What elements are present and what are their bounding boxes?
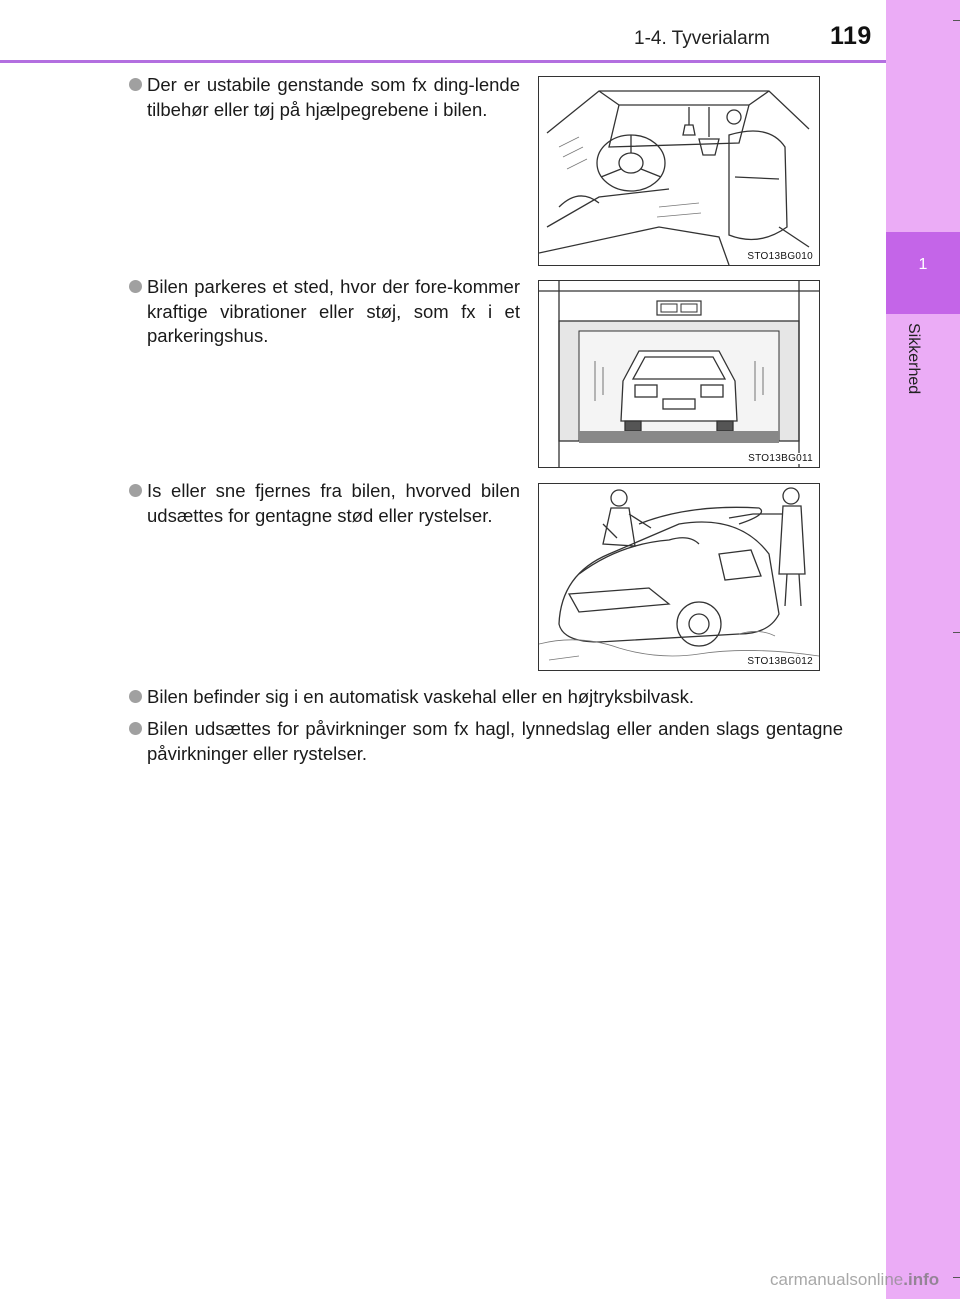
watermark: [770, 1270, 939, 1290]
watermark-prefix: carmanualsonline: [770, 1270, 904, 1289]
bullet-item: [147, 275, 520, 349]
figure-parking-garage: [538, 280, 820, 468]
bullet-icon: [129, 484, 142, 497]
figure-car-interior: [538, 76, 820, 266]
crop-mark: [953, 20, 960, 21]
chapter-number: 1: [918, 256, 928, 273]
section-title: 1-4. Tyverialarm: [634, 28, 770, 49]
figure-caption: STO13BG012: [747, 656, 813, 667]
bullet-text: Bilen befinder sig i en automatisk vaskehal eller en højtryksbilvask.: [147, 686, 695, 707]
car-interior-hanging-items-illustration: [539, 77, 819, 265]
bullet-icon: [129, 690, 142, 703]
chapter-sidebar: [886, 0, 960, 1299]
bullet-text: Der er ustabile genstande som fx ding-lende tilbehør eller tøj på hjælpegrebene i bilen.: [147, 74, 520, 120]
bullet-item: [147, 685, 843, 710]
page-number: 119: [830, 22, 872, 50]
figure-caption: STO13BG011: [748, 453, 813, 464]
bullet-icon: [129, 722, 142, 735]
bullet-icon: [129, 78, 142, 91]
car-in-parking-garage-illustration: [539, 281, 819, 467]
chapter-label: Sikkerhed: [905, 323, 922, 395]
crop-mark: [953, 1277, 960, 1278]
bullet-icon: [129, 280, 142, 293]
bullet-text: Is eller sne fjernes fra bilen, hvorved bilen udsættes for gentagne stød eller rystelser.: [147, 480, 520, 526]
bullet-item: [147, 73, 520, 122]
bullet-text: Bilen parkeres et sted, hvor der fore-kommer kraftige vibrationer eller støj, som fx i et parkeringshus.: [147, 276, 520, 346]
figure-caption: STO13BG010: [747, 251, 813, 262]
bullet-item: [147, 479, 520, 528]
crop-mark: [953, 632, 960, 633]
watermark-suffix: .info: [903, 1270, 940, 1289]
figure-snow-removal: [538, 483, 820, 671]
snow-removal-car-illustration: [539, 484, 819, 670]
bullet-text: Bilen udsættes for påvirkninger som fx hagl, lynnedslag eller anden slags gentagne påvirkninger eller rystelser.: [147, 718, 843, 764]
bullet-item: [147, 717, 843, 766]
header-rule: [0, 60, 886, 63]
